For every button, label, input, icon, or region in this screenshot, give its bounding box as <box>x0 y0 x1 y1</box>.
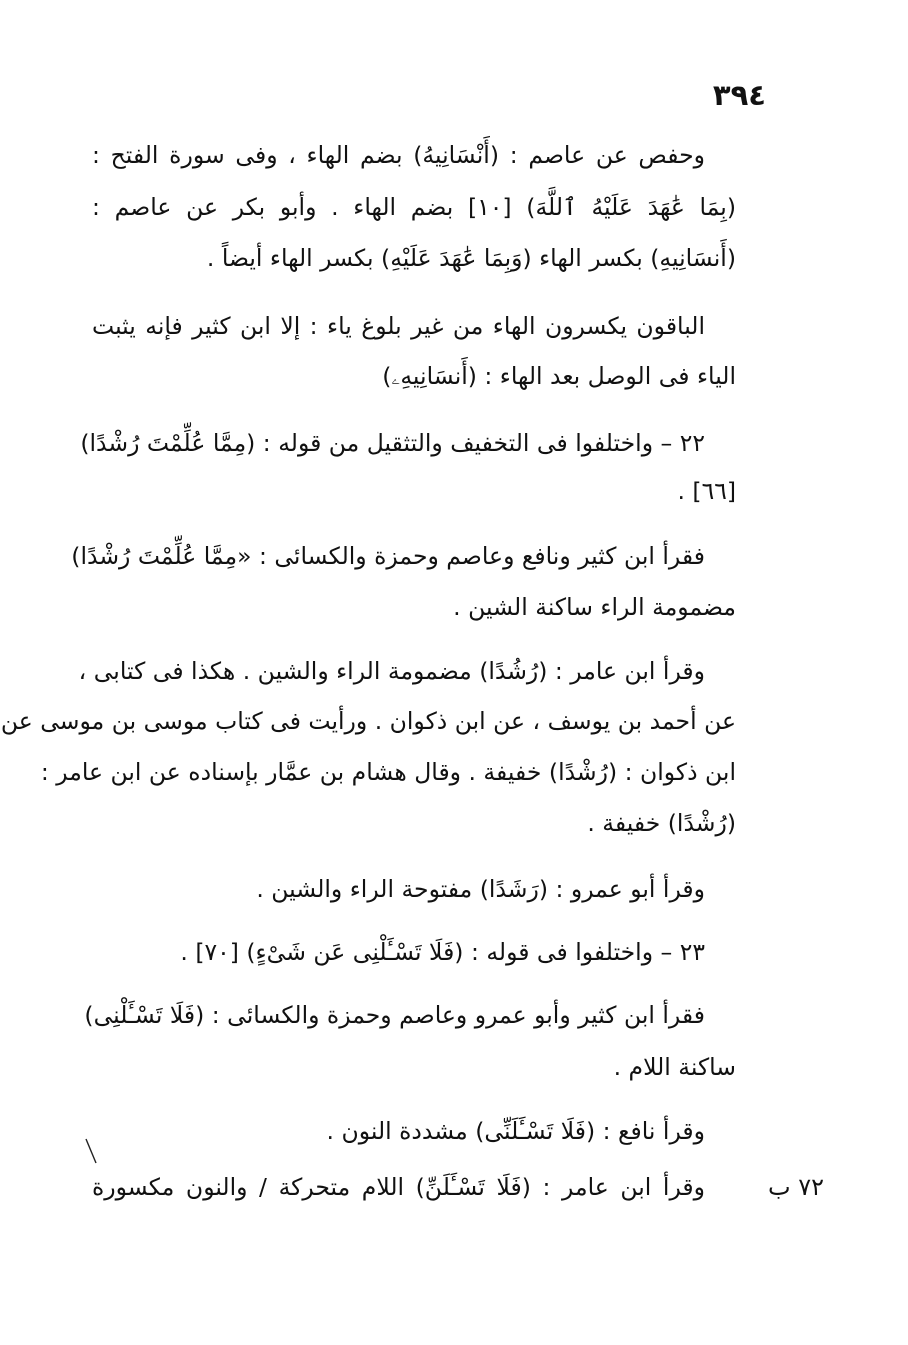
text-line-5: الياء فى الوصل بعد الهاء : (أَنسَانِيهِۦ) <box>382 362 736 390</box>
text-line-13: (رُشْدًا) خفيفة . <box>587 809 736 837</box>
text-line-8: فقرأ ابن كثير ونافع وعاصم وحمزة والكسائى : «مِمَّا عُلِّمْتَ رُشْدًا) <box>71 542 705 570</box>
text-line-7: [٦٦] . <box>677 477 736 505</box>
text-line-1: وحفص عن عاصم : (أَنْسَانِيهُ) بضم الهاء ، وفى سورة الفتح : <box>92 141 705 169</box>
page-number: ٣٩٤ <box>712 78 766 112</box>
text-line-19: وقرأ ابن عامر : (فَلَا تَسْـَٔلَنِّ) اللام متحركة / والنون مكسورة <box>92 1173 705 1201</box>
margin-stroke-mark <box>84 1138 98 1164</box>
text-line-16: فقرأ ابن كثير وأبو عمرو وعاصم وحمزة والكسائى : (فَلَا تَسْـَٔلْنِى) <box>84 1001 705 1029</box>
text-line-17: ساكنة اللام . <box>613 1053 736 1081</box>
text-line-18: وقرأ نافع : (فَلَا تَسْـَٔلَنِّى) مشددة النون . <box>326 1117 705 1145</box>
text-line-4: الباقون يكسرون الهاء من غير بلوغ ياء : إلا ابن كثير فإنه يثبت <box>92 312 705 340</box>
text-line-12: ابن ذكوان : (رُشْدًا) خفيفة . وقال هشام بن عمَّار بإسناده عن ابن عامر : <box>40 758 736 786</box>
text-line-11: عن أحمد بن يوسف ، عن ابن ذكوان . ورأيت فى كتاب موسى بن موسى عن <box>0 707 736 735</box>
folio-margin-note: ٧٢ ب <box>767 1173 824 1201</box>
text-line-6: ٢٢ – واختلفوا فى التخفيف والتثقيل من قوله : (مِمَّا عُلِّمْتَ رُشْدًا) <box>80 429 705 457</box>
text-line-2: (بِمَا عَٰهَدَ عَلَيْهُ ٱللَّهَ) [١٠] بضم الهاء . وأبو بكر عن عاصم : <box>92 193 736 221</box>
text-line-10: وقرأ ابن عامر : (رُشُدًا) مضمومة الراء والشين . هكذا فى كتابى ، <box>78 657 705 685</box>
text-line-9: مضمومة الراء ساكنة الشين . <box>453 593 736 621</box>
text-line-15: ٢٣ – واختلفوا فى قوله : (فَلَا تَسْـَٔلْنِى عَن شَىْءٍ) [٧٠] . <box>180 938 705 966</box>
text-line-3: (أَنسَانِيهِ) بكسر الهاء (وَبِمَا عَٰهَدَ عَلَيْهِ) بكسر الهاء أيضاً . <box>206 244 736 272</box>
text-line-14: وقرأ أبو عمرو : (رَشَدًا) مفتوحة الراء والشين . <box>256 875 705 903</box>
